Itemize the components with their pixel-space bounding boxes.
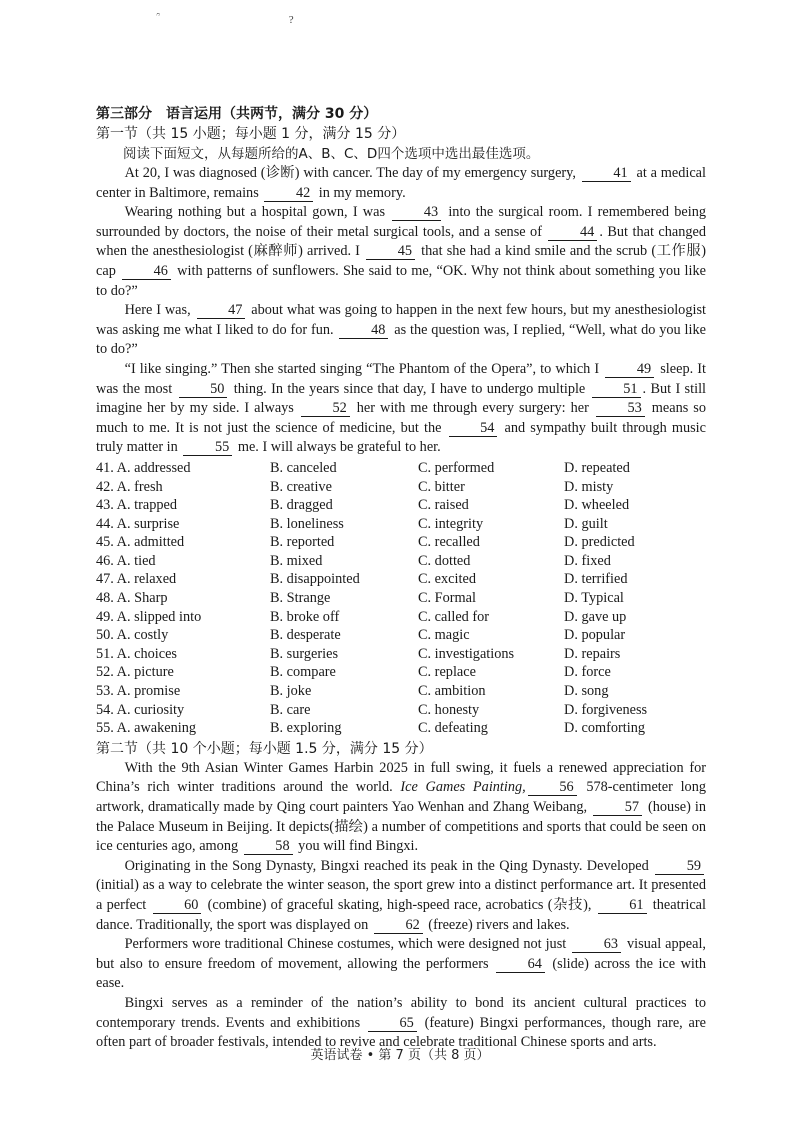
option-row: [96, 682, 706, 701]
option-row: [96, 478, 706, 497]
part1-instruction: 阅读下面短文，从每题所给的A、B、C、D四个选项中选出最佳选项。: [123, 146, 540, 162]
option-c[interactable]: C. called for: [418, 608, 490, 625]
blank-45[interactable]: 45: [366, 244, 415, 260]
option-row: [96, 515, 706, 534]
passage-2: [96, 759, 706, 1053]
option-a[interactable]: 48. A. Sharp: [96, 590, 168, 607]
option-a[interactable]: 53. A. promise: [96, 683, 181, 700]
option-d[interactable]: D. misty: [564, 478, 614, 495]
blank-56[interactable]: 56: [528, 780, 577, 796]
option-a[interactable]: 43. A. trapped: [96, 497, 177, 514]
page-footer: 英语试卷 • 第 7 页（共 8 页）: [310, 1048, 490, 1063]
option-row: [96, 459, 706, 478]
option-row: [96, 589, 706, 608]
options-table: [96, 459, 706, 738]
blank-65[interactable]: 65: [368, 1016, 417, 1032]
option-row: [96, 552, 706, 571]
passage2-paragraph: Originating in the Song Dynasty, Bingxi reached its peak in the Qing Dynasty. Developed 59 (initial) as a way to celebrate the winter season, the sport grew into a distinct performance art. It presented a perfect 60 (combine) of graceful skating, high-speed race, acrobatics (杂技), 61 theatrical dance. Traditionally, the sport was displayed on 62 (freeze) rivers and lakes.: [96, 857, 706, 933]
option-d[interactable]: D. force: [564, 664, 611, 681]
option-b[interactable]: B. desperate: [270, 627, 341, 644]
option-c[interactable]: C. raised: [418, 497, 469, 514]
option-c[interactable]: C. excited: [418, 571, 476, 588]
blank-49[interactable]: 49: [605, 362, 654, 378]
option-b[interactable]: B. Strange: [270, 590, 331, 607]
option-b[interactable]: B. joke: [270, 683, 312, 700]
blank-58[interactable]: 58: [244, 839, 293, 855]
option-c[interactable]: C. integrity: [418, 515, 484, 532]
passage1-paragraph: At 20, I was diagnosed (诊断) with cancer. The day of my emergency surgery, 41 at a medical center in Baltimore, remains 42 in my memory.: [96, 165, 706, 201]
option-c[interactable]: C. Formal: [418, 590, 476, 607]
blank-53[interactable]: 53: [596, 401, 645, 417]
option-row: [96, 663, 706, 682]
scan-marks: [156, 14, 424, 27]
option-c[interactable]: C. bitter: [418, 478, 465, 495]
passage2-paragraph: Performers wore traditional Chinese costumes, which were designed not just 63 visual appeal, but also to ensure freedom of movement, allowing the performers 64 (slide) across the ice with ease.: [96, 936, 707, 992]
option-d[interactable]: D. Typical: [564, 590, 624, 607]
option-c[interactable]: C. magic: [418, 627, 470, 644]
option-b[interactable]: B. exploring: [270, 720, 342, 737]
option-b[interactable]: B. care: [270, 701, 311, 718]
option-a[interactable]: 54. A. curiosity: [96, 701, 185, 718]
option-d[interactable]: D. repeated: [564, 459, 630, 476]
option-a[interactable]: 44. A. surprise: [96, 515, 180, 532]
option-d[interactable]: D. predicted: [564, 534, 635, 551]
blank-57[interactable]: 57: [593, 800, 642, 816]
option-b[interactable]: B. loneliness: [270, 515, 344, 532]
option-a[interactable]: 45. A. admitted: [96, 534, 185, 551]
option-d[interactable]: D. terrified: [564, 571, 628, 588]
blank-47[interactable]: 47: [197, 303, 246, 319]
option-b[interactable]: B. canceled: [270, 459, 337, 476]
option-row: [96, 570, 706, 589]
option-b[interactable]: B. creative: [270, 478, 332, 495]
option-d[interactable]: D. popular: [564, 627, 626, 644]
blank-62[interactable]: 62: [374, 918, 423, 934]
passage1-paragraph: Here I was, 47 about what was going to happen in the next few hours, but my anesthesiologist was asking me what I liked to do for fun. 48 as the question was, I replied, “Well, what do you like to do?”: [96, 302, 706, 358]
blank-54[interactable]: 54: [449, 421, 498, 437]
option-row: [96, 701, 706, 720]
option-b[interactable]: B. dragged: [270, 497, 333, 514]
option-a[interactable]: 52. A. picture: [96, 664, 174, 681]
option-c[interactable]: C. ambition: [418, 683, 486, 700]
blank-51[interactable]: 51: [592, 382, 641, 398]
option-d[interactable]: D. forgiveness: [564, 701, 648, 718]
option-row: [96, 608, 706, 627]
blank-63[interactable]: 63: [572, 937, 621, 953]
exam-content: [96, 104, 706, 1053]
option-d[interactable]: D. repairs: [564, 645, 621, 662]
option-a[interactable]: 50. A. costly: [96, 627, 169, 644]
option-d[interactable]: D. gave up: [564, 608, 627, 625]
option-d[interactable]: D. comforting: [564, 720, 645, 737]
blank-59[interactable]: 59: [655, 859, 704, 875]
option-c[interactable]: C. replace: [418, 664, 476, 681]
passage2-paragraph: Bingxi serves as a reminder of the nation’s ability to bond its ancient cultural practices to contemporary trends. Events and exhibitions 65 (feature) Bingxi performances, though rare, are often part of broader festivals, intended to revive and celebrate traditional Chinese sports and arts.: [96, 994, 706, 1051]
blank-50[interactable]: 50: [179, 382, 228, 398]
option-b[interactable]: B. disappointed: [270, 571, 360, 588]
option-row: [96, 719, 706, 738]
blank-48[interactable]: 48: [339, 323, 388, 339]
option-b[interactable]: B. broke off: [270, 608, 340, 625]
option-b[interactable]: B. surgeries: [270, 645, 339, 662]
option-b[interactable]: B. compare: [270, 664, 336, 681]
option-b[interactable]: B. reported: [270, 534, 335, 551]
blank-46[interactable]: 46: [122, 264, 171, 280]
passage2-paragraph: With the 9th Asian Winter Games Harbin 2025 in full swing, it fuels a renewed appreciation for China’s rich winter traditions around the world. Ice Games Painting, 56 578-centimeter long artwork, dramatically made by Qing court painters Yao Wenhan and Zhang Weibang, 57 (house) in the Palace Museum in Beijing. It depicts(描绘) a number of competitions and sports that could be seen on ice centuries ago, among 58 you will find Bingxi.: [96, 759, 706, 855]
blank-44[interactable]: 44: [548, 225, 597, 241]
option-a[interactable]: 47. A. relaxed: [96, 571, 177, 588]
blank-43[interactable]: 43: [392, 205, 441, 221]
scan-mark: ?: [288, 14, 294, 26]
blank-55[interactable]: 55: [183, 440, 232, 456]
option-row: [96, 626, 706, 645]
artwork-title: Ice Games Painting,: [400, 779, 526, 796]
option-d[interactable]: D. fixed: [564, 552, 611, 569]
option-row: [96, 645, 706, 664]
option-a[interactable]: 49. A. slipped into: [96, 608, 202, 625]
blank-52[interactable]: 52: [301, 401, 350, 417]
option-a[interactable]: 42. A. fresh: [96, 478, 163, 495]
blank-42[interactable]: 42: [264, 186, 313, 202]
blank-61[interactable]: 61: [598, 898, 647, 914]
part2-title: 第二节（共 10 个小题；每小题 1.5 分，满分 15 分）: [96, 740, 433, 757]
option-d[interactable]: D. wheeled: [564, 497, 630, 514]
blank-64[interactable]: 64: [496, 957, 545, 973]
option-row: [96, 533, 706, 552]
blank-41[interactable]: 41: [582, 166, 631, 182]
option-b[interactable]: B. mixed: [270, 552, 323, 569]
option-c[interactable]: C. investigations: [418, 645, 515, 662]
blank-60[interactable]: 60: [153, 898, 202, 914]
passage-1: [96, 164, 706, 458]
option-c[interactable]: C. dotted: [418, 552, 471, 569]
option-a[interactable]: 51. A. choices: [96, 645, 177, 662]
section-title: 第三部分 语言运用（共两节，满分 30 分）: [96, 106, 378, 122]
option-a[interactable]: 55. A. awakening: [96, 720, 197, 737]
option-c[interactable]: C. performed: [418, 459, 495, 476]
option-c[interactable]: C. honesty: [418, 701, 480, 718]
option-c[interactable]: C. defeating: [418, 720, 488, 737]
part1-title: 第一节（共 15 小题；每小题 1 分，满分 15 分）: [96, 126, 406, 142]
option-row: [96, 496, 706, 515]
option-c[interactable]: C. recalled: [418, 534, 480, 551]
passage1-paragraph: Wearing nothing but a hospital gown, I was 43 into the surgical room. I remembered being surrounded by doctors, the noise of their metal surgical tools, and a sense of 44 . But that changed when the anesthesiologist (麻醉师) arrived. I 45 that she had a kind smile and the scrub (工作服) cap 46 with patterns of sunflowers. She said to me, “OK. Why not think about something you like to do?”: [96, 204, 706, 299]
option-a[interactable]: 41. A. addressed: [96, 459, 191, 476]
option-d[interactable]: D. song: [564, 683, 609, 700]
option-a[interactable]: 46. A. tied: [96, 552, 156, 569]
option-d[interactable]: D. guilt: [564, 515, 608, 532]
passage1-paragraph: “I like singing.” Then she started singing “The Phantom of the Opera”, to which I 49 sleep. It was the most 50 thing. In the years since that day, I have to undergo multiple 51 . But I still imagine her by my side. I always 52 her with me through every surgery: her 53 means so much to me. It is not just the science of medicine, but the 54 and sympathy built through music truly matter in 55 me. I will always be grateful to her.: [96, 360, 707, 456]
